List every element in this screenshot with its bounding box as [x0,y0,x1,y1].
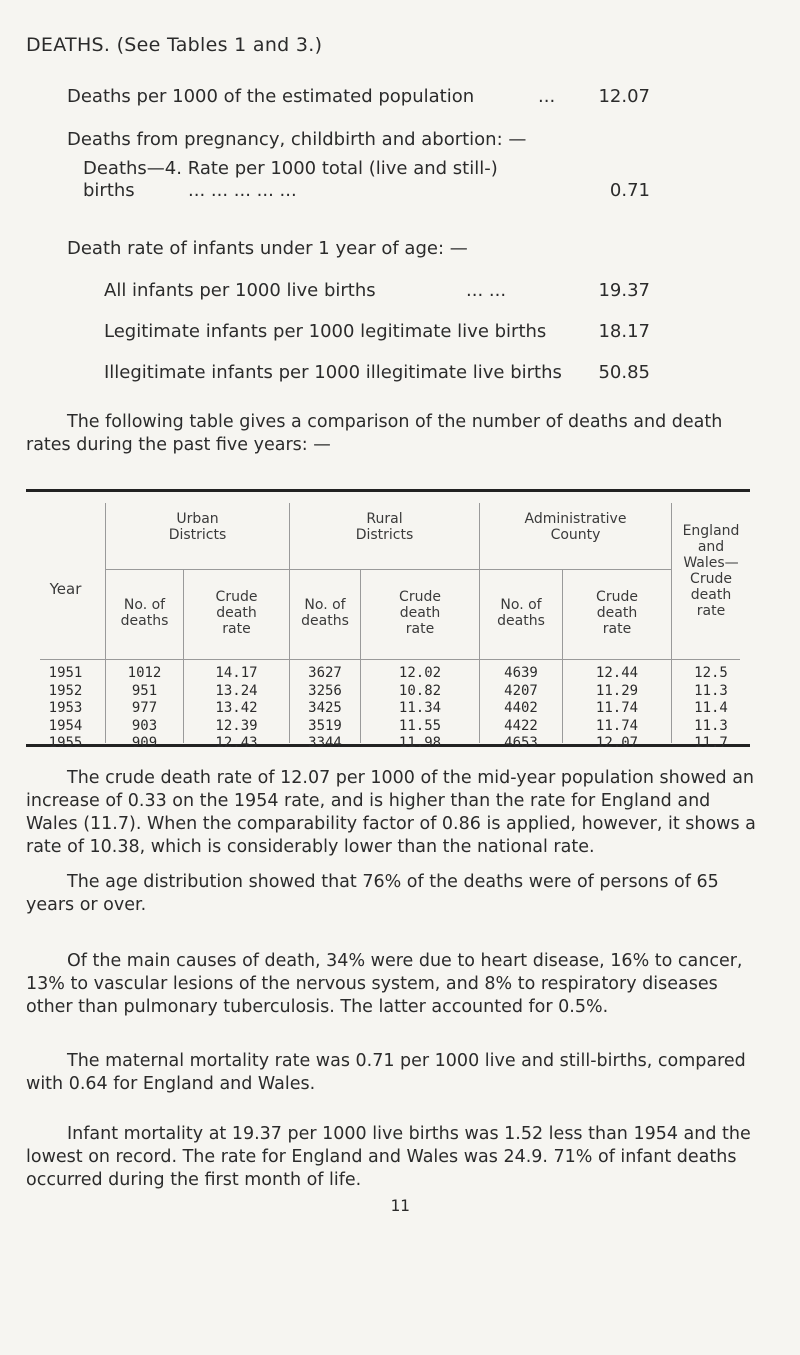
subheader-line: deaths [497,613,545,629]
cell-urban-deaths: 951 [131,682,158,699]
group-header-rural-text: Rural Districts [355,511,414,543]
cell-rural-deaths: 3425 [308,700,342,716]
cell-rural-rate: 12.02 [398,665,442,681]
pregnancy-line-1: Deaths—4. Rate per 1000 total (live and still-) [83,158,498,179]
paragraph-crude-rate: The crude death rate of 12.07 per 1000 of the mid-year population showed an increase of 0.33 on the 1954 rate, and is higher than the rate for England and Wales (11.7). When the comparability factor of 0.86 is applied, however, it shows a rate of 10.38, which is considerably lower than the national rate. [26,768,756,857]
group-header-urban [106,511,289,543]
subheader-line: No. of [500,597,542,613]
group-header-county [480,511,671,543]
cell-county-rate: 11.29 [595,682,639,699]
cell-rural-rate: 11.55 [398,717,442,734]
subheader-line: No. of [123,597,166,613]
subheader-line: Crude [399,589,441,605]
ew-header-line: Wales— [683,555,739,571]
year-header: Year [49,580,82,598]
subheader-line: death [399,605,441,621]
group-header-urban-text: Urban Districts [168,511,227,543]
cell-urban-rate: 14.17 [215,665,258,681]
cell-county-rate: 12.44 [595,665,639,681]
ew-header-line: England [682,523,740,539]
cell-county-rate: 11.74 [595,717,639,734]
deaths-rate-dots: ... [538,86,556,107]
cell-urban-rate: 13.42 [215,700,258,716]
cell-county-deaths: 4639 [504,665,538,681]
paragraph-age-distribution: The age distribution showed that 76% of the deaths were of persons of 65 years or over. [26,872,719,915]
subheader-line: rate [405,621,435,637]
all-infants-label: All infants per 1000 live births [104,280,376,301]
header-underline [40,659,740,660]
pregnancy-rate-value: 0.71 [609,180,650,201]
subheader-rural-rate [361,589,479,637]
cell-urban-rate: 12.43 [215,735,258,751]
subheader-line: rate [602,621,632,637]
cell-urban-deaths: 1012 [127,665,162,681]
cell-urban-deaths: 909 [131,735,158,751]
cell-rural-rate: 10.82 [398,682,442,699]
cell-county-deaths: 4207 [504,682,538,699]
cell-year: 1951 [48,665,83,681]
subheader-county-deaths [480,597,562,629]
illegitimate-value: 50.85 [598,362,650,383]
ew-header-line: and [697,539,725,555]
subheader-urban-deaths [106,597,183,629]
ew-header-line: Crude [690,571,732,587]
pregnancy-intro: Deaths from pregnancy, childbirth and abortion: — [67,129,527,150]
subheader-line: No. of [304,597,346,613]
cell-urban-deaths: 977 [131,700,158,716]
cell-rural-deaths: 3344 [308,735,342,751]
cell-ew-rate: 11.3 [694,717,728,734]
cell-county-rate: 12.07 [595,735,639,751]
cell-year: 1955 [48,735,83,751]
illegitimate-label: Illegitimate infants per 1000 illegitimate live births [104,362,562,383]
paragraph-causes: Of the main causes of death, 34% were due to heart disease, 16% to cancer, 13% to vascular lesions of the nervous system, and 8% to respiratory diseases other than pulmonary tuberculosis. The latter accounted for 0.5%. [26,951,743,1017]
deaths-rate-value: 12.07 [598,86,650,107]
cell-year: 1954 [48,717,83,734]
page-number: 11 [390,1196,410,1215]
cell-rural-rate: 11.34 [398,700,442,716]
cell-county-deaths: 4422 [504,717,538,734]
cell-rural-deaths: 3519 [308,717,342,734]
paragraph-maternal: The maternal mortality rate was 0.71 per 1000 live and still-births, compared with 0.64 for England and Wales. [26,1051,746,1094]
subheader-line: Crude [596,589,638,605]
deaths-rate-label: Deaths per 1000 of the estimated population [67,86,475,107]
subheader-line: death [216,605,257,621]
paragraph-infant: Infant mortality at 19.37 per 1000 live births was 1.52 less than 1954 and the lowest on record. The rate for England and Wales was 24.9. 71% of infant deaths occurred during the first month of life. [26,1124,751,1190]
cell-county-rate: 11.74 [595,700,639,716]
ew-header [672,523,750,619]
cell-year: 1952 [48,682,83,699]
section-heading: DEATHS. (See Tables 1 and 3.) [26,34,323,56]
subheader-line: deaths [301,613,349,629]
table-intro-paragraph: The following table gives a comparison of the number of deaths and death rates during the past five years: — [26,412,723,455]
pregnancy-line-2-dots: ... ... ... ... ... [188,180,297,201]
ew-header-line: death [690,587,732,603]
cell-ew-rate: 11.4 [694,700,728,716]
cell-urban-deaths: 903 [131,717,158,734]
cell-rural-rate: 11.98 [398,735,442,751]
ew-header-line: rate [696,603,726,619]
pregnancy-line-2-label: births [83,180,135,201]
all-infants-value: 19.37 [598,280,650,301]
subheader-line: deaths [120,613,169,629]
cell-rural-deaths: 3256 [308,682,342,699]
cell-year: 1953 [48,700,83,716]
legitimate-value: 18.17 [598,321,650,342]
infant-intro: Death rate of infants under 1 year of age: — [67,238,468,259]
group-header-county-text: Administrative County [524,511,627,543]
subheader-line: Crude [215,589,258,605]
cell-rural-deaths: 3627 [308,665,342,681]
subheader-line: death [596,605,638,621]
all-infants-dots: ... ... [466,280,507,301]
subheader-line: rate [222,621,251,637]
cell-ew-rate: 11.3 [694,682,728,699]
subheader-urban-rate [184,589,289,637]
cell-urban-rate: 13.24 [215,682,258,699]
subheader-rural-deaths [290,597,360,629]
group-underline [106,569,671,570]
subheader-county-rate [563,589,671,637]
legitimate-label: Legitimate infants per 1000 legitimate live births [104,321,547,342]
deaths-comparison-table [26,489,750,751]
group-header-rural [290,511,479,543]
cell-ew-rate: 11.7 [694,735,728,751]
cell-county-deaths: 4653 [504,735,538,751]
table-top-rule [26,489,750,492]
cell-county-deaths: 4402 [504,700,538,716]
cell-ew-rate: 12.5 [694,665,728,681]
cell-urban-rate: 12.39 [215,717,258,734]
